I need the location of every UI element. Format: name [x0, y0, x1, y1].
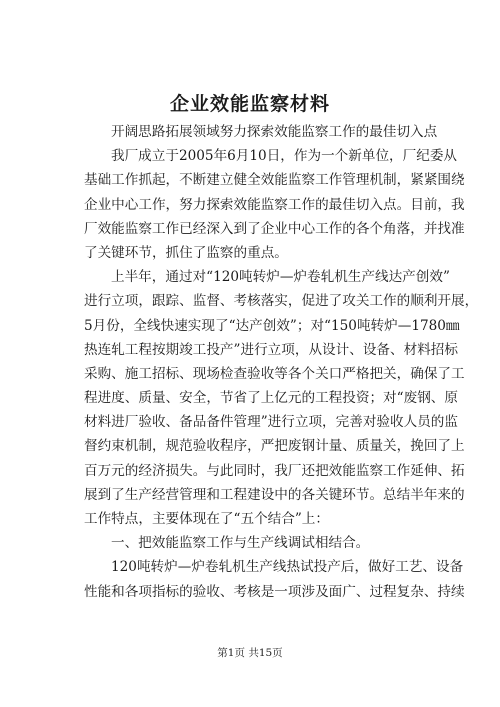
- paragraph-line: 企业中心工作，努力探索效能监察工作的最佳切入点。目前，我: [84, 196, 465, 213]
- paragraph-line: 采购、施工招标、现场检查验收等各个关口严格把关，确保了工: [84, 365, 465, 382]
- paragraph-line: 5月份，全线快速实现了“达产创效”；对“150吨转炉—1780㎜: [84, 317, 460, 334]
- paragraph-line: 展到了生产经营管理和工程建设中的各关键环节。总结半年来的: [84, 486, 465, 503]
- page-number-footer: 第1页 共15页: [217, 647, 283, 659]
- paragraph-line: 基础工作抓起，不断建立健全效能监察工作管理机制，紧紧围绕: [84, 172, 465, 189]
- paragraph-line: 上半年，通过对“120吨转炉—炉卷轧机生产线达产创效”: [111, 269, 450, 286]
- paragraph-line: 了关键环节，抓住了监察的重点。: [84, 244, 288, 261]
- paragraph-line: 120吨转炉—炉卷轧机生产线热试投产后，做好工艺、设备: [111, 559, 464, 576]
- paragraph-line: 程进度、质量、安全，节省了上亿元的工程投资；对“废钢、原: [84, 390, 458, 407]
- paragraph-line: 工作特点，主要体现在了“五个结合”上：: [84, 511, 329, 527]
- paragraph-line: 性能和各项指标的验收、考核是一项涉及面广、过程复杂、持续: [84, 583, 465, 600]
- document-body: [84, 120, 479, 604]
- paragraph-line: 厂效能监察工作已经深入到了企业中心工作的各个角落，并找准: [84, 220, 465, 237]
- paragraph-line: 进行立项，跟踪、监督、考核落实，促进了攻关工作的顺利开展，: [84, 293, 479, 310]
- subtitle-line: 开阔思路拓展领域努力探索效能监察工作的最佳切入点: [111, 124, 438, 140]
- document-title: 企业效能监察材料: [169, 93, 330, 115]
- paragraph-line: 我厂成立于2005年6月10日，作为一个新单位，厂纪委从: [111, 148, 458, 165]
- paragraph-line: 督约束机制，规范验收程序，严把废钢计量、质量关，挽回了上: [84, 438, 465, 455]
- section-heading: 一、把效能监察工作与生产线调试相结合。: [111, 535, 370, 552]
- paragraph-line: 材料进厂验收、备品备件管理”进行立项，完善对验收人员的监: [84, 414, 458, 431]
- paragraph-line: 热连轧工程按期竣工投产”进行立项，从设计、设备、材料招标: [84, 341, 458, 358]
- paragraph-line: 百万元的经济损失。与此同时，我厂还把效能监察工作延伸、拓: [84, 462, 465, 479]
